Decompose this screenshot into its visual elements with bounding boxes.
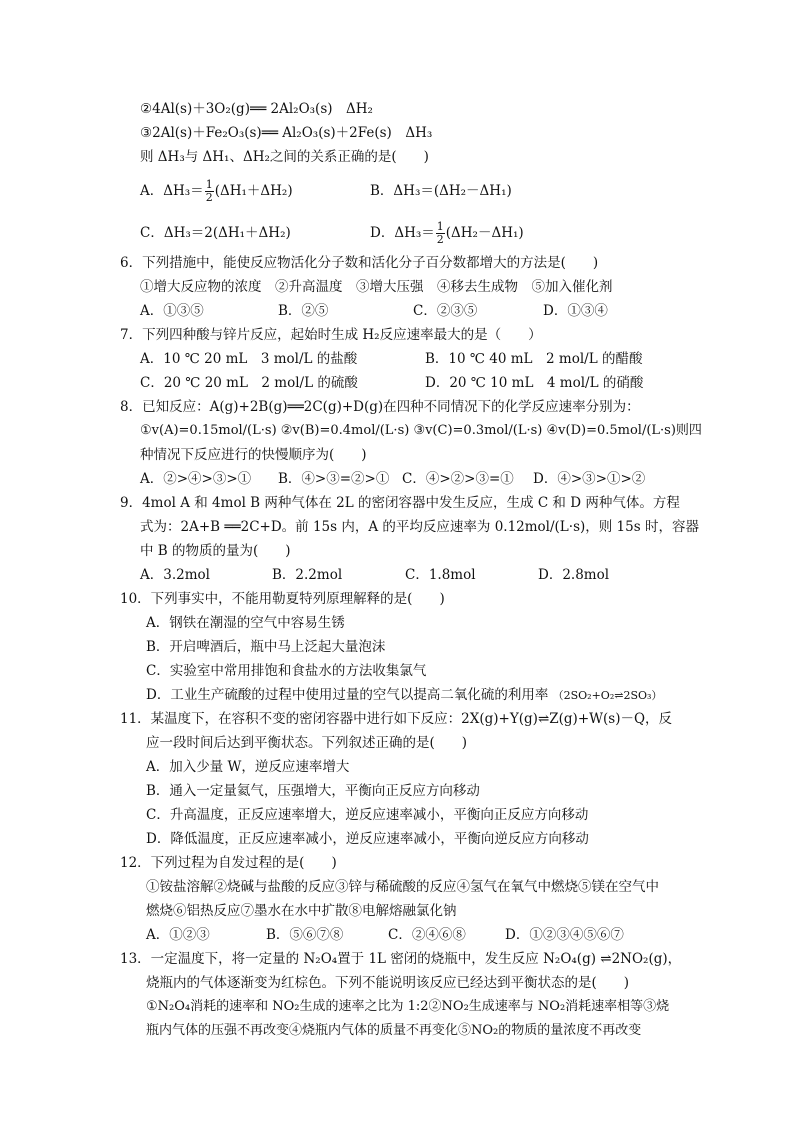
q8-option-a: A．②>④>③>①: [140, 471, 252, 487]
q5-option-a-prefix: A．ΔH₃＝: [140, 183, 204, 199]
q5-option-c: C．ΔH₃＝2(ΔH₁＋ΔH₂): [140, 225, 291, 241]
q13-line-2: 烧瓶内的气体逐渐变为红棕色。下列不能说明该反应已经达到平衡状态的是( ): [146, 975, 630, 991]
q10-option-d: [146, 686, 662, 705]
q10-option-c: C．实验室中常用排饱和食盐水的方法收集氯气: [146, 663, 427, 679]
q5-option-a-fraction: [205, 179, 214, 204]
q5-option-a-suffix: (ΔH₁＋ΔH₂): [214, 183, 293, 199]
q13-line-3: ①N₂O₄消耗的速率和 NO₂生成的速率之比为 1:2②NO₂生成速率与 NO₂消耗速率相等③烧: [146, 999, 670, 1014]
q9-option-c: C．1.8mol: [405, 567, 476, 583]
q8-line-3: 种情况下反应进行的快慢顺序为( ): [140, 447, 367, 463]
q11-line-1: 11．某温度下，在容积不变的密闭容器中进行如下反应：2X(g)+Y(g)⇌Z(g)+W(s)－Q，反: [120, 711, 673, 727]
q9-option-d: D．2.8mol: [538, 567, 610, 583]
q7-option-d: D．20 ℃ 10 mL 4 mol/L 的硝酸: [425, 375, 644, 391]
q10-option-d-text: D．工业生产硫酸的过程中使用过量的空气以提高二氧化硫的利用率: [146, 687, 549, 703]
q5-option-d-suffix: (ΔH₂－ΔH₁): [445, 225, 524, 241]
q9-option-a: A．3.2mol: [140, 567, 210, 583]
q13-line-1: 13．一定温度下，将一定量的 N₂O₄置于 1L 密闭的烧瓶中，发生反应 N₂O₄(g) ⇌2NO₂(g)，: [120, 951, 682, 967]
q11-option-d: D．降低温度，正反应速率减小，逆反应速率减小，平衡向逆反应方向移动: [146, 831, 589, 847]
fraction-numerator: 1: [205, 177, 213, 191]
q12-option-c: C．②④⑥⑧: [388, 927, 466, 943]
q12-stem: 12．下列过程为自发过程的是( ): [120, 855, 337, 871]
q13-line-4: 瓶内气体的压强不再改变④烧瓶内气体的质量不再变化⑤NO₂的物质的量浓度不再改变: [146, 1023, 642, 1038]
q12-option-d: D．①②③④⑤⑥⑦: [505, 927, 624, 943]
fraction-numerator: 1: [436, 219, 444, 233]
q5-option-d: [370, 218, 524, 248]
q8-line-2: ①v(A)=0.15mol/(L·s) ②v(B)=0.4mol/(L·s) ③v(C)=0.3mol/(L·s) ④v(D)=0.5mol/(L·s)则四: [140, 423, 702, 438]
q11-option-b: B．通入一定量氦气，压强增大，平衡向正反应方向移动: [146, 783, 480, 799]
q5-question: 则 ΔH₃与 ΔH₁、ΔH₂之间的关系正确的是( ): [140, 149, 429, 165]
q11-option-a: A．加入少量 W，逆反应速率增大: [146, 759, 350, 775]
q6-option-a: A．①③⑤: [140, 303, 204, 319]
q10-option-a: A．钢铁在潮湿的空气中容易生锈: [146, 615, 345, 631]
q12-option-a: A．①②③: [146, 927, 210, 943]
q8-option-d: D．④>③>①>②: [533, 471, 646, 487]
q6-stem: 6．下列措施中，能使反应物活化分子数和活化分子百分数都增大的方法是( ): [120, 255, 599, 271]
q6-option-c: C．②③⑤: [413, 303, 478, 319]
q12-option-b: B．⑤⑥⑦⑧: [266, 927, 344, 943]
q9-line-2: 式为：2A+B ══2C+D。前 15s 内，A 的平均反应速率为 0.12mol/(L·s)，则 15s 时，容器: [140, 519, 699, 535]
q11-line-2: 应一段时间后达到平衡状态。下列叙述正确的是( ): [146, 735, 468, 751]
q5-option-a: [140, 176, 293, 206]
q10-option-b: B．开启啤酒后，瓶中马上泛起大量泡沫: [146, 639, 386, 655]
q9-option-b: B．2.2mol: [272, 567, 343, 583]
q6-items: ①增大反应物的浓度 ②升高温度 ③增大压强 ④移去生成物 ⑤加入催化剂: [140, 279, 613, 295]
fraction-denominator: 2: [436, 232, 444, 246]
q7-option-b: B．10 ℃ 40 mL 2 mol/L 的醋酸: [425, 351, 643, 367]
q5-option-d-fraction: [436, 221, 445, 246]
q7-option-a: A．10 ℃ 20 mL 3 mol/L 的盐酸: [140, 351, 358, 367]
q5-option-d-prefix: D．ΔH₃＝: [370, 225, 435, 241]
q8-option-c: C．④>②>③=①: [402, 471, 514, 487]
q6-option-b: B．②⑤: [278, 303, 329, 319]
q12-items-line-2: 燃烧⑥铝热反应⑦墨水在水中扩散⑧电解熔融氯化钠: [146, 903, 457, 919]
q5-equation-3: ③2Al(s)＋Fe₂O₃(s)══ Al₂O₃(s)＋2Fe(s) ΔH₃: [140, 125, 433, 141]
q5-equation-2: ②4Al(s)＋3O₂(g)══ 2Al₂O₃(s) ΔH₂: [140, 101, 373, 117]
q9-line-3: 中 B 的物质的量为( ): [140, 543, 291, 559]
q10-stem: 10．下列事实中，不能用勒夏特列原理解释的是( ): [120, 591, 445, 607]
q11-option-c: C．升高温度，正反应速率增大，逆反应速率减小，平衡向正反应方向移动: [146, 807, 589, 823]
q8-option-b: B．④>③=②>①: [278, 471, 390, 487]
q7-option-c: C．20 ℃ 20 mL 2 mol/L 的硫酸: [140, 375, 358, 391]
q5-option-b: B．ΔH₃＝(ΔH₂－ΔH₁): [370, 183, 512, 199]
q8-line-1: 8．已知反应：A(g)+2B(g)══2C(g)+D(g)在四种不同情况下的化学反应速率分别为：: [120, 399, 640, 415]
q12-items-line-1: ①铵盐溶解②烧碱与盐酸的反应③锌与稀硫酸的反应④氢气在氧气中燃烧⑤镁在空气中: [146, 879, 659, 895]
q7-stem: 7．下列四种酸与锌片反应，起始时生成 H₂反应速率最大的是（ ）: [120, 327, 542, 343]
q9-line-1: 9．4mol A 和 4mol B 两种气体在 2L 的密闭容器中发生反应，生成 C 和 D 两种气体。方程: [120, 495, 680, 511]
fraction-denominator: 2: [205, 190, 213, 204]
q10-option-d-equation: （2SO₂+O₂⇌2SO₃）: [552, 689, 663, 702]
q6-option-d: D．①③④: [543, 303, 608, 319]
